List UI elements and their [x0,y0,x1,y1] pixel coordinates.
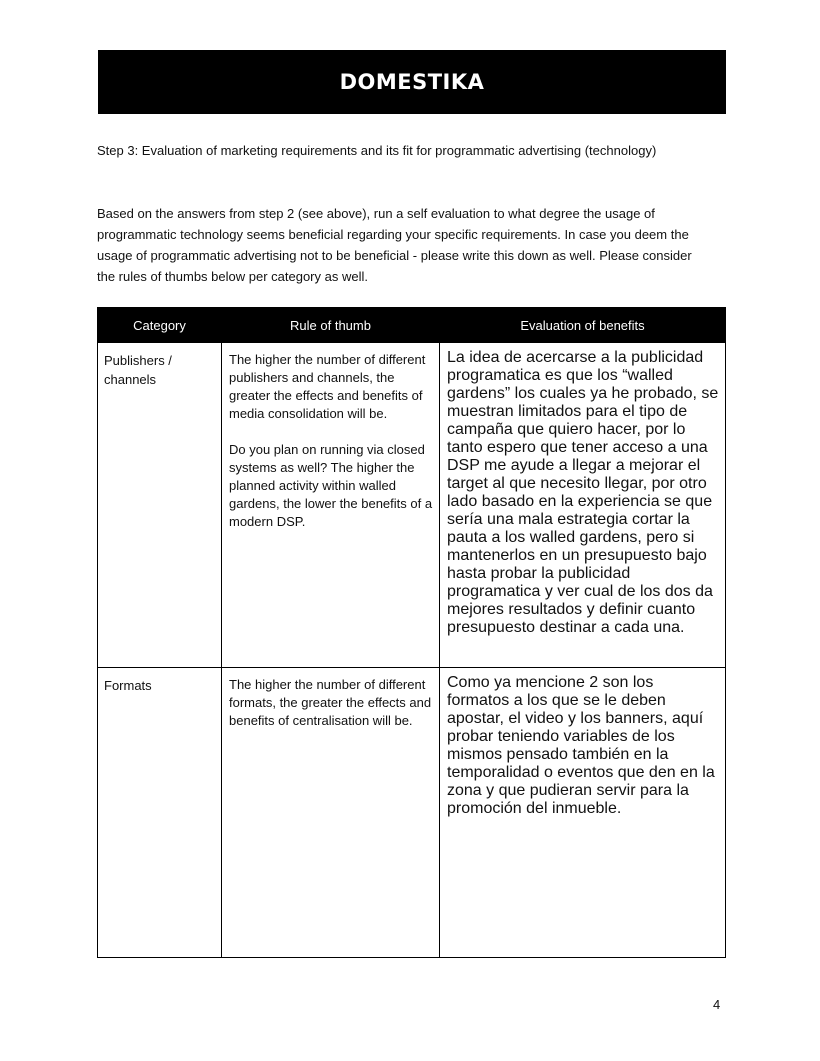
rule-paragraph: Do you plan on running via closed systems as well? The higher the planned activity within walled gardens, the lower the benefits of a modern DSP. [229,442,433,529]
intro-paragraph: Based on the answers from step 2 (see above), run a self evaluation to what degree the usage of programmatic technology seems beneficial regarding your specific requirements. In case you deem the usage of programmatic advertising not to be beneficial - please write this down as well. Please consider the rules of thumbs below per category as well. [97,206,692,284]
evaluation-cell[interactable] [440,668,726,958]
rule-cell [222,668,440,958]
page-number: 4 [713,997,721,1012]
evaluation-text: La idea de acercarse a la publicidad programatica es que los “walled gardens” los cuales ya he probado, se muestran limitados para el tipo de campaña que quiero hacer, por lo tanto espero que tener acceso a una DSP me ayude a llegar a mejorar el target al que necesito llegar, por otro lado basado en la experiencia se que sería una mala estrategia cortar la pauta a los walled gardens, pero si mantenerlos en un presupuesto bajo hasta probar la publicidad programatica y ver cual de los dos da mejores resultados y definir cuanto presupuesto destinar a cada una. [447,349,719,636]
table-row [98,343,726,668]
evaluation-table [97,307,726,958]
evaluation-cell[interactable] [440,343,726,668]
category-cell [98,668,222,958]
header-category: Category [98,308,222,343]
header-banner [98,50,726,114]
category-cell [98,343,222,668]
table-row [98,668,726,958]
rule-paragraph: The higher the number of different publishers and channels, the greater the effects and benefits of media consolidation will be. [229,352,426,421]
header-rule-of-thumb: Rule of thumb [222,308,440,343]
table-header-row [98,308,726,343]
step-title: Step 3: Evaluation of marketing requirements and its fit for programmatic advertising (technology) [97,143,657,158]
rule-cell [222,343,440,668]
category-label: Publishers / channels [104,353,172,387]
header-evaluation: Evaluation of benefits [440,308,726,343]
category-label: Formats [104,678,152,693]
evaluation-text: Como ya mencione 2 son los formatos a los que se le deben apostar, el video y los banners, aquí probar teniendo variables de los mismos pensado también en la temporalidad o eventos que den en la zona y que pudieran servir para la promoción del inmueble. [447,674,715,817]
domestika-logo: DOMESTIKA [339,70,485,94]
rule-paragraph: The higher the number of different formats, the greater the effects and benefits of centralisation will be. [229,677,432,728]
